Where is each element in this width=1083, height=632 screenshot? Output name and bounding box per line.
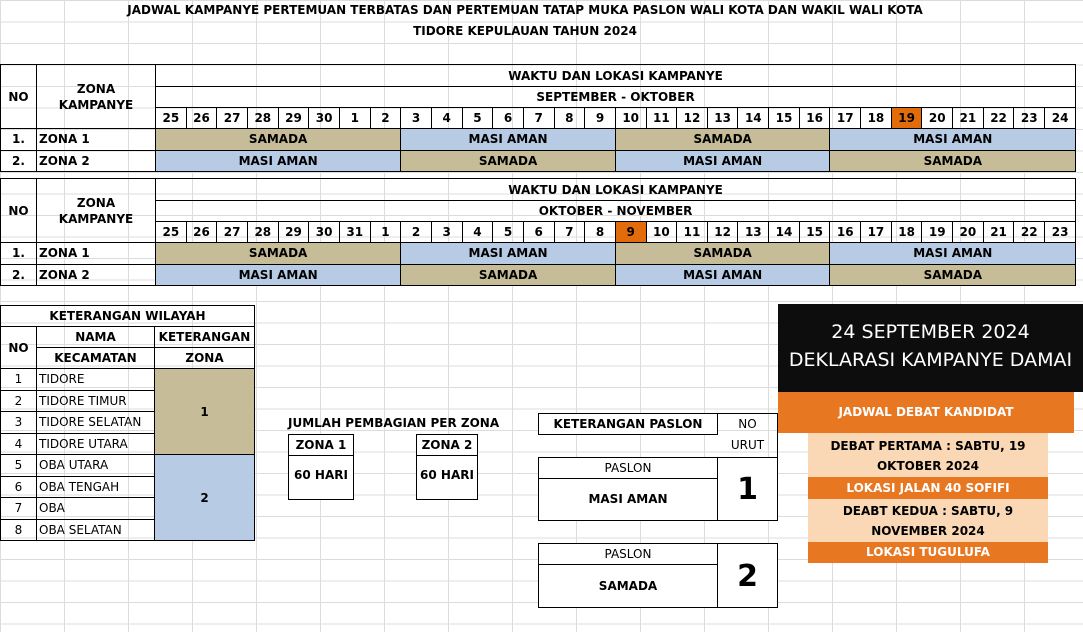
day-cell: 20 — [922, 108, 953, 129]
day-cell: 23 — [1014, 108, 1045, 129]
campaign-block: SAMADA — [830, 150, 1076, 172]
zone-row-name: ZONA 1 — [37, 243, 156, 265]
deklarasi-card — [778, 304, 1083, 392]
day-cell: 21 — [983, 222, 1014, 243]
day-cell: 28 — [247, 222, 278, 243]
row-no: 3 — [1, 412, 37, 434]
kecamatan-name: TIDORE UTARA — [37, 433, 155, 455]
zone-2-cell: 2 — [155, 455, 255, 541]
day-cell: 25 — [156, 108, 187, 129]
paslon-2-label: PASLON — [538, 543, 718, 565]
day-cell: 17 — [861, 222, 892, 243]
zona-header-1: KETERANGAN — [155, 327, 255, 348]
day-cell: 14 — [769, 222, 800, 243]
period-header: SEPTEMBER - OKTOBER — [156, 87, 1076, 108]
day-cell: 1 — [339, 108, 370, 129]
day-cell: 3 — [431, 222, 462, 243]
day-cell: 9 — [585, 108, 616, 129]
keterangan-no-header: NO — [1, 327, 37, 369]
zone-row-name: ZONA 2 — [37, 264, 156, 286]
day-cell: 24 — [1045, 108, 1076, 129]
day-cell: 18 — [861, 108, 892, 129]
day-cell: 4 — [462, 222, 493, 243]
day-cell: 8 — [585, 222, 616, 243]
campaign-block: SAMADA — [615, 129, 830, 151]
day-cell: 29 — [278, 222, 309, 243]
day-cell: 5 — [462, 108, 493, 129]
paslon-2-name: SAMADA — [598, 579, 658, 593]
day-cell: 19 — [891, 108, 922, 129]
day-cell: 20 — [953, 222, 984, 243]
urut-label: URUT — [730, 438, 765, 452]
day-cell: 5 — [493, 222, 524, 243]
day-cell: 2 — [401, 222, 432, 243]
no-header: NO — [1, 65, 37, 129]
day-cell: 6 — [523, 222, 554, 243]
kecamatan-name: TIDORE SELATAN — [37, 412, 155, 434]
paslon-2-number: 2 — [717, 543, 778, 608]
kecamatan-name: OBA UTARA — [37, 455, 155, 477]
debat-title: JADWAL DEBAT KANDIDAT — [778, 392, 1074, 433]
campaign-block: MASI AMAN — [615, 264, 830, 286]
deklarasi-date: 24 SEPTEMBER 2024 — [831, 321, 1030, 343]
kecamatan-name: OBA SELATAN — [37, 519, 155, 541]
campaign-block: SAMADA — [401, 264, 616, 286]
campaign-block: MASI AMAN — [401, 129, 616, 151]
campaign-block: MASI AMAN — [401, 243, 616, 265]
schedule2-grid — [0, 178, 1076, 286]
day-cell: 29 — [278, 108, 309, 129]
day-cell: 2 — [370, 108, 401, 129]
kecamatan-name: OBA — [37, 498, 155, 520]
debat-first-line2: OKTOBER 2024 — [876, 459, 980, 473]
zone-row-no: 2. — [1, 264, 37, 286]
day-cell: 16 — [799, 108, 830, 129]
debat-second-line2: NOVEMBER 2024 — [871, 524, 985, 538]
day-cell: 10 — [615, 108, 646, 129]
debat-second-line1: DEABT KEDUA : SABTU, 9 — [842, 504, 1014, 518]
day-cell: 4 — [431, 108, 462, 129]
no-urut-header — [718, 413, 778, 457]
day-cell: 19 — [922, 222, 953, 243]
day-cell: 28 — [247, 108, 278, 129]
zona-header-line1: ZONA — [76, 195, 116, 210]
row-no: 7 — [1, 498, 37, 520]
pembagian-zona1-label: ZONA 1 — [289, 435, 353, 456]
pembagian-zona2-box — [416, 434, 478, 500]
pembagian-zona1-hari: 60 HARI — [294, 468, 348, 482]
zona-header-line2: KAMPANYE — [58, 97, 134, 112]
paslon-1-name-box — [538, 478, 718, 521]
campaign-block: SAMADA — [401, 150, 616, 172]
campaign-block: SAMADA — [615, 243, 830, 265]
zone-row-no: 1. — [1, 243, 37, 265]
no-header: NO — [1, 179, 37, 243]
day-cell: 13 — [707, 108, 738, 129]
title-line-2: TIDORE KEPULAUAN TAHUN 2024 — [413, 24, 637, 38]
zone-row-no: 1. — [1, 129, 37, 151]
day-cell: 14 — [738, 108, 769, 129]
day-cell: 26 — [186, 222, 217, 243]
waktu-header: WAKTU DAN LOKASI KAMPANYE — [156, 65, 1076, 87]
day-cell: 25 — [156, 222, 187, 243]
zona-header — [37, 65, 156, 129]
debat-second-box — [808, 499, 1048, 542]
schedule1-grid — [0, 64, 1076, 172]
paslon-title: KETERANGAN PASLON — [553, 417, 703, 431]
zona-header-2: ZONA — [155, 348, 255, 369]
zona-header — [37, 179, 156, 243]
row-no: 4 — [1, 433, 37, 455]
day-cell: 17 — [830, 108, 861, 129]
day-cell: 26 — [186, 108, 217, 129]
campaign-block: MASI AMAN — [615, 150, 830, 172]
day-cell: 16 — [830, 222, 861, 243]
day-cell: 30 — [309, 108, 340, 129]
campaign-block: MASI AMAN — [156, 264, 401, 286]
debat-loc1: LOKASI JALAN 40 SOFIFI — [808, 477, 1048, 499]
day-cell: 8 — [554, 108, 585, 129]
day-cell: 12 — [707, 222, 738, 243]
day-cell: 27 — [217, 222, 248, 243]
nama-header-2: KECAMATAN — [37, 348, 155, 369]
row-no: 1 — [1, 369, 37, 391]
campaign-block: SAMADA — [830, 264, 1076, 286]
day-cell: 7 — [523, 108, 554, 129]
kecamatan-name: OBA TENGAH — [37, 476, 155, 498]
day-cell: 3 — [401, 108, 432, 129]
zone-1-cell: 1 — [155, 369, 255, 455]
day-cell: 11 — [677, 222, 708, 243]
debat-loc2: LOKASI TUGULUFA — [808, 542, 1048, 563]
kecamatan-name: TIDORE — [37, 369, 155, 391]
pembagian-zona1-box — [288, 434, 354, 500]
campaign-block: SAMADA — [156, 129, 401, 151]
nama-header-1: NAMA — [37, 327, 155, 348]
day-cell: 27 — [217, 108, 248, 129]
no-label: NO — [738, 417, 757, 431]
day-cell: 9 — [615, 222, 646, 243]
campaign-block: MASI AMAN — [830, 129, 1076, 151]
pembagian-zona2-hari: 60 HARI — [420, 468, 474, 482]
period-header: OKTOBER - NOVEMBER — [156, 201, 1076, 222]
campaign-block: SAMADA — [156, 243, 401, 265]
row-no: 8 — [1, 519, 37, 541]
debat-first-box — [808, 433, 1048, 477]
zona-header-line2: KAMPANYE — [58, 211, 134, 226]
day-cell: 15 — [799, 222, 830, 243]
row-no: 6 — [1, 476, 37, 498]
deklarasi-text: DEKLARASI KAMPANYE DAMAI — [788, 349, 1073, 371]
paslon-2-name-box — [538, 564, 718, 608]
paslon-1-label: PASLON — [538, 457, 718, 479]
day-cell: 18 — [891, 222, 922, 243]
day-cell: 11 — [646, 108, 677, 129]
day-cell: 7 — [554, 222, 585, 243]
day-cell: 1 — [370, 222, 401, 243]
keterangan-title: KETERANGAN WILAYAH — [1, 306, 255, 327]
day-cell: 12 — [677, 108, 708, 129]
row-no: 5 — [1, 455, 37, 477]
kecamatan-name: TIDORE TIMUR — [37, 390, 155, 412]
day-cell: 6 — [493, 108, 524, 129]
day-cell: 23 — [1045, 222, 1076, 243]
title-line-1: JADWAL KAMPANYE PERTEMUAN TERBATAS DAN PERTEMUAN TATAP MUKA PASLON WALI KOTA DAN WAKIL WALI KOTA — [127, 3, 923, 17]
day-cell: 10 — [646, 222, 677, 243]
campaign-block: MASI AMAN — [830, 243, 1076, 265]
day-cell: 15 — [769, 108, 800, 129]
paslon-1-name: MASI AMAN — [588, 492, 668, 506]
zone-row-no: 2. — [1, 150, 37, 172]
day-cell: 22 — [1014, 222, 1045, 243]
row-no: 2 — [1, 390, 37, 412]
waktu-header: WAKTU DAN LOKASI KAMPANYE — [156, 179, 1076, 201]
pembagian-title: JUMLAH PEMBAGIAN PER ZONA — [288, 416, 500, 430]
paslon-title-box — [538, 413, 718, 435]
day-cell: 13 — [738, 222, 769, 243]
zona-header-line1: ZONA — [76, 81, 116, 96]
pembagian-zona2-label: ZONA 2 — [417, 435, 477, 456]
keterangan-wilayah-table — [0, 305, 255, 541]
debat-first-line1: DEBAT PERTAMA : SABTU, 19 — [830, 439, 1026, 453]
paslon-1-number: 1 — [717, 457, 778, 521]
day-cell: 31 — [339, 222, 370, 243]
zone-row-name: ZONA 2 — [37, 150, 156, 172]
campaign-block: MASI AMAN — [156, 150, 401, 172]
zone-row-name: ZONA 1 — [37, 129, 156, 151]
day-cell: 30 — [309, 222, 340, 243]
day-cell: 21 — [953, 108, 984, 129]
day-cell: 22 — [983, 108, 1014, 129]
